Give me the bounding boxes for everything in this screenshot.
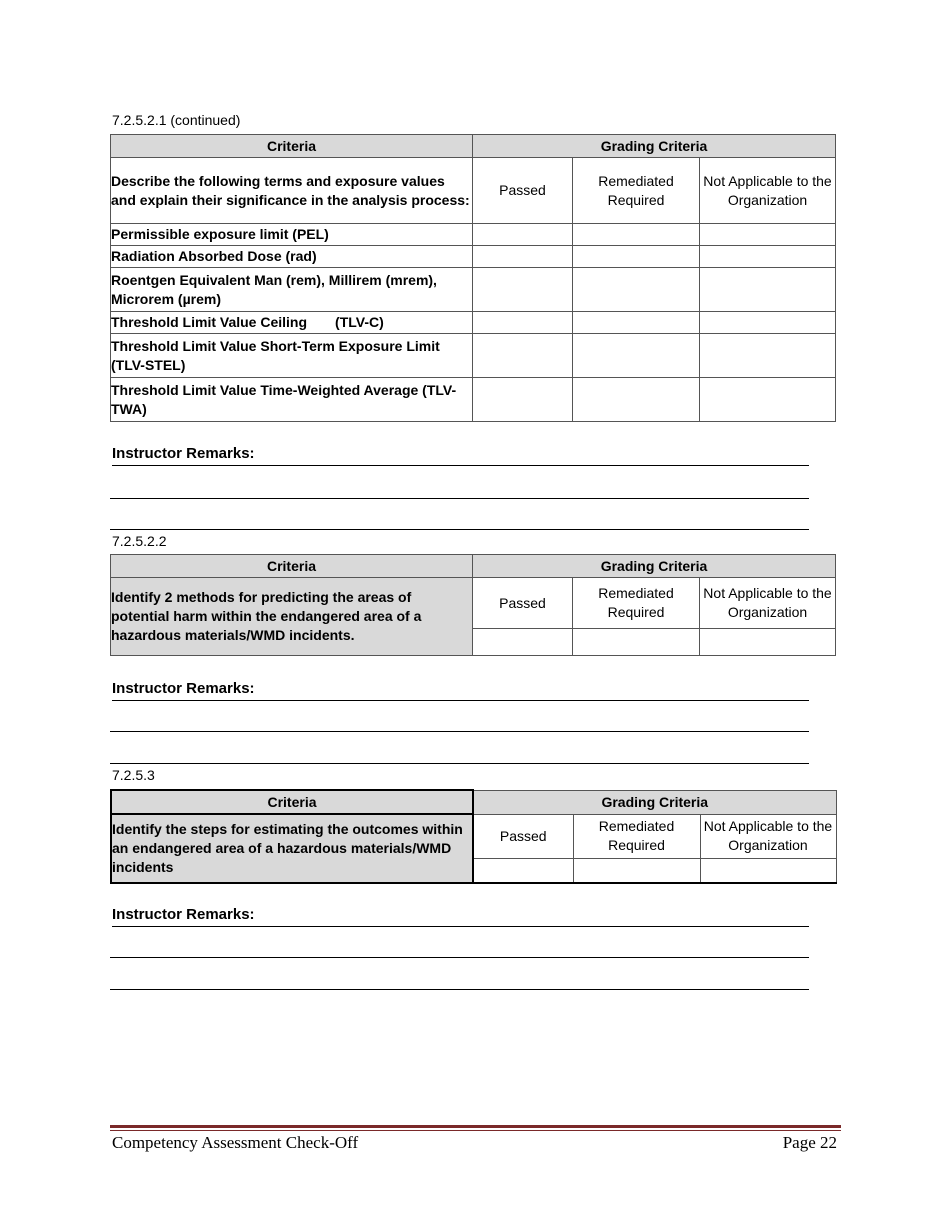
row-rad: Radiation Absorbed Dose (rad) (111, 246, 473, 268)
instructor-remarks-label: Instructor Remarks: (112, 906, 259, 923)
remarks-line[interactable] (110, 498, 809, 499)
passed-cell[interactable] (473, 629, 573, 656)
row-pel: Permissible exposure limit (PEL) (111, 224, 473, 246)
passed-cell[interactable] (473, 858, 573, 883)
instructor-remarks-line[interactable] (112, 906, 809, 927)
grading-criteria-header: Grading Criteria (473, 555, 836, 578)
not-applicable-cell[interactable] (700, 268, 836, 312)
not-applicable-option[interactable]: Not Applicable to the Organization (700, 814, 836, 858)
remediated-cell[interactable] (573, 246, 700, 268)
remediated-option[interactable]: Remediated Required (573, 158, 700, 224)
criteria-text: Identify the steps for estimating the outcomes within an endangered area of a hazardous materials/WMD incidents (111, 814, 473, 883)
footer-rule-thin (110, 1130, 841, 1131)
passed-option[interactable]: Passed (473, 578, 573, 629)
criteria-header: Criteria (111, 135, 473, 158)
not-applicable-cell[interactable] (700, 334, 836, 378)
remediated-option[interactable]: Remediated Required (573, 814, 700, 858)
remarks-line[interactable] (110, 529, 809, 530)
row-tlv-c (111, 312, 473, 334)
row-rem: Roentgen Equivalent Man (rem), Millirem (mrem), Microrem (µrem) (111, 268, 473, 312)
criteria-header: Criteria (111, 790, 473, 814)
passed-cell[interactable] (473, 312, 573, 334)
not-applicable-option[interactable]: Not Applicable to the Organization (700, 578, 836, 629)
grading-table-7-2-5-3 (110, 789, 837, 884)
instructor-remarks-label: Instructor Remarks: (112, 680, 259, 697)
section-label: 7.2.5.3 (112, 767, 155, 783)
remediated-cell[interactable] (573, 334, 700, 378)
passed-cell[interactable] (473, 246, 573, 268)
not-applicable-cell[interactable] (700, 858, 836, 883)
not-applicable-cell[interactable] (700, 378, 836, 422)
section-label: 7.2.5.2.1 (continued) (112, 112, 241, 128)
instructor-remarks-line[interactable] (112, 680, 809, 701)
remarks-line[interactable] (110, 957, 809, 958)
criteria-text: Describe the following terms and exposure values and explain their significance in the analysis process: (111, 158, 473, 224)
remarks-line[interactable] (110, 763, 809, 764)
remarks-line[interactable] (110, 731, 809, 732)
footer-rule (110, 1125, 841, 1128)
criteria-header: Criteria (111, 555, 473, 578)
remarks-line[interactable] (110, 989, 809, 990)
not-applicable-cell[interactable] (700, 246, 836, 268)
page-number: Page 22 (782, 1133, 837, 1152)
row-tlv-twa: Threshold Limit Value Time-Weighted Average (TLV-TWA) (111, 378, 473, 422)
not-applicable-option[interactable]: Not Applicable to the Organization (700, 158, 836, 224)
passed-option[interactable]: Passed (473, 814, 573, 858)
passed-cell[interactable] (473, 334, 573, 378)
footer-title: Competency Assessment Check-Off (112, 1133, 359, 1152)
grading-table-7-2-5-2-2 (110, 554, 836, 656)
grading-table-7-2-5-2-1 (110, 134, 836, 422)
remediated-cell[interactable] (573, 378, 700, 422)
remediated-cell[interactable] (573, 858, 700, 883)
not-applicable-cell[interactable] (700, 224, 836, 246)
remediated-option[interactable]: Remediated Required (573, 578, 700, 629)
remediated-cell[interactable] (573, 629, 700, 656)
grading-criteria-header: Grading Criteria (473, 790, 836, 814)
row-tlv-stel: Threshold Limit Value Short-Term Exposure Limit (TLV-STEL) (111, 334, 473, 378)
not-applicable-cell[interactable] (700, 312, 836, 334)
criteria-text: Identify 2 methods for predicting the areas of potential harm within the endangered area of a hazardous materials/WMD incidents. (111, 578, 473, 656)
passed-option[interactable]: Passed (473, 158, 573, 224)
remediated-cell[interactable] (573, 224, 700, 246)
grading-criteria-header: Grading Criteria (473, 135, 836, 158)
instructor-remarks-label: Instructor Remarks: (112, 445, 259, 462)
tlv-c-label: Threshold Limit Value Ceiling (111, 314, 308, 330)
section-label: 7.2.5.2.2 (112, 533, 167, 549)
remediated-cell[interactable] (573, 312, 700, 334)
tlv-c-abbrev: (TLV-C) (335, 314, 384, 330)
not-applicable-cell[interactable] (700, 629, 836, 656)
passed-cell[interactable] (473, 378, 573, 422)
passed-cell[interactable] (473, 268, 573, 312)
passed-cell[interactable] (473, 224, 573, 246)
instructor-remarks-line[interactable] (112, 445, 809, 466)
remediated-cell[interactable] (573, 268, 700, 312)
